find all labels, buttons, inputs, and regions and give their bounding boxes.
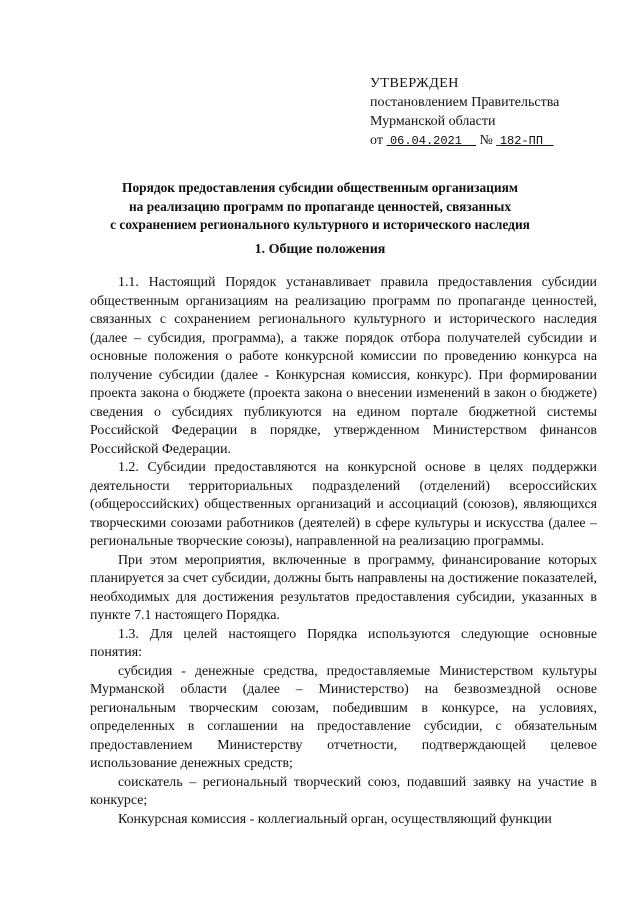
title-line-1: Порядок предоставления субсидии общественным организациям	[122, 180, 518, 195]
paragraph-1-3: 1.3. Для целей настоящего Порядка используются следующие основные понятия:	[90, 626, 597, 660]
title-line-2: на реализацию программ по пропаганде ценностей, связанных	[128, 198, 512, 214]
number-label: №	[479, 133, 493, 148]
approval-number: 182-ПП	[499, 134, 544, 148]
paragraph-1-2: 1.2. Субсидии предоставляются на конкурсной основе в целях поддержки деятельности территориальных подразделений (отделений) всероссийских (общероссийских) общественных организаций и ассоциаций (союзов), являющихся творческими союзами работников (деятелей) в сфере культуры и искусства (далее – региональные творческие союзы), направленной на реализацию программы.	[90, 460, 597, 549]
document-body	[90, 274, 597, 829]
approval-block	[370, 74, 559, 151]
approval-line-region: Мурманской области	[370, 114, 496, 129]
approval-line-resolution: постановлением Правительства	[370, 95, 560, 110]
title-line-3: с сохранением регионального культурного и исторического наследия	[110, 217, 530, 232]
definition-applicant: соискатель – региональный творческий союз, подавший заявку на участие в конкурсе;	[90, 774, 597, 808]
definition-subsidy: субсидия - денежные средства, предоставляемые Министерством культуры Мурманской области (далее – Министерство) на безвозмездной основе региональным творческим союзам, победившим в конкурсе, на условиях, определенных в соглашении на предоставление субсидии, с обязательным предоставлением Министерству отчетности, подтверждающей целевое использование денежных средств;	[90, 663, 597, 771]
approval-date: 06.04.2021	[389, 134, 462, 148]
approval-title: УТВЕРЖДЕН	[370, 76, 459, 91]
definition-commission: Конкурсная комиссия - коллегиальный орган, осуществляющий функции	[118, 811, 552, 827]
approval-date-line	[370, 131, 559, 151]
from-label: от	[370, 133, 383, 148]
paragraph-1-1: 1.1. Настоящий Порядок устанавливает правила предоставления субсидии общественным организациям на реализацию программ по пропаганде ценностей, связанных с сохранением регионального культурного и исторического наследия (далее – субсидия, программа), а также порядок отбора получателей субсидии и основные положения о работе конкурсной комиссии по проведению конкурса на получение субсидии (далее - Конкурсная комиссия, конкурс). При формировании проекта закона о бюджете (проекта закона о внесении изменений в закон о бюджете) сведения о субсидиях публикуются на едином портале бюджетной системы Российской Федерации в порядке, утвержденном Министерством финансов Российской Федерации.	[90, 275, 597, 457]
paragraph-1-2-note: При этом мероприятия, включенные в программу, финансирование которых планируется за счет субсидии, должны быть направлены на достижение показателей, необходимых для достижения результатов предоставления субсидии, указанных в пункте 7.1 настоящего Порядка.	[90, 552, 597, 623]
section-heading: 1. Общие положения	[254, 242, 386, 257]
document-title	[80, 179, 560, 235]
